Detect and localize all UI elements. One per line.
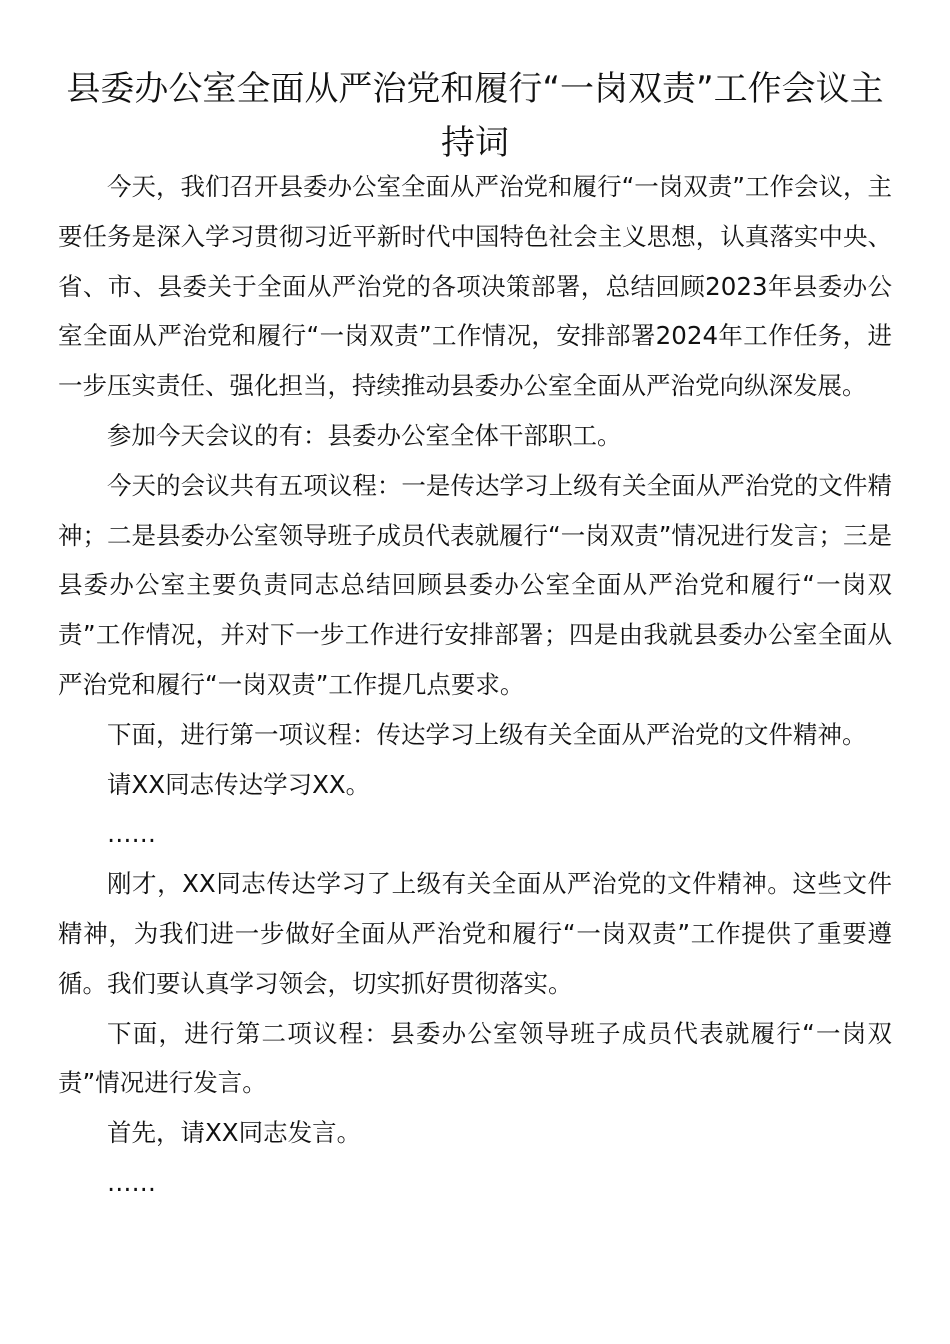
paragraph-ellipsis: …… [107,819,156,849]
paragraph-attendees: 参加今天会议的有：县委办公室全体干部职工。 [107,420,622,450]
paragraph-invite-one: 请XX同志传达学习XX。 [107,769,371,799]
document-body [58,162,892,1208]
document-title: 县委办公室全面从严治党和履行“一岗双责”工作会议主持词 [66,69,884,163]
paragraph-opening: 今天，我们召开县委办公室全面从严治党和履行“一岗双责”工作会议，主要任务是深入学习贯彻习近平新时代中国特色社会主义思想，认真落实中央、省、市、县委关于全面从严治党的各项决策部署，总结回顾2023年县委办公室全面从严治党和履行“一岗双责”工作情况，安排部署2024年工作任务，进一步压实责任、强化担当，持续推动县委办公室全面从严治党向纵深发展。 [58,172,892,401]
paragraph-item-two: 下面，进行第二项议程：县委办公室领导班子成员代表就履行“一岗双责”情况进行发言。 [58,1018,892,1098]
paragraph-agenda: 今天的会议共有五项议程：一是传达学习上级有关全面从严治党的文件精神；二是县委办公室领导班子成员代表就履行“一岗双责”情况进行发言；三是县委办公室主要负责同志总结回顾县委办公室全面从严治党和履行“一岗双责”工作情况，并对下一步工作进行安排部署；四是由我就县委办公室全面从严治党和履行“一岗双责”工作提几点要求。 [58,470,892,699]
paragraph-summary-one: 刚才，XX同志传达学习了上级有关全面从严治党的文件精神。这些文件精神，为我们进一步做好全面从严治党和履行“一岗双责”工作提供了重要遵循。我们要认真学习领会，切实抓好贯彻落实。 [58,869,892,998]
paragraph-item-one: 下面，进行第一项议程：传达学习上级有关全面从严治党的文件精神。 [107,719,867,749]
paragraph-invite-two: 首先，请XX同志发言。 [107,1118,362,1148]
paragraph-ellipsis: …… [107,1167,156,1197]
